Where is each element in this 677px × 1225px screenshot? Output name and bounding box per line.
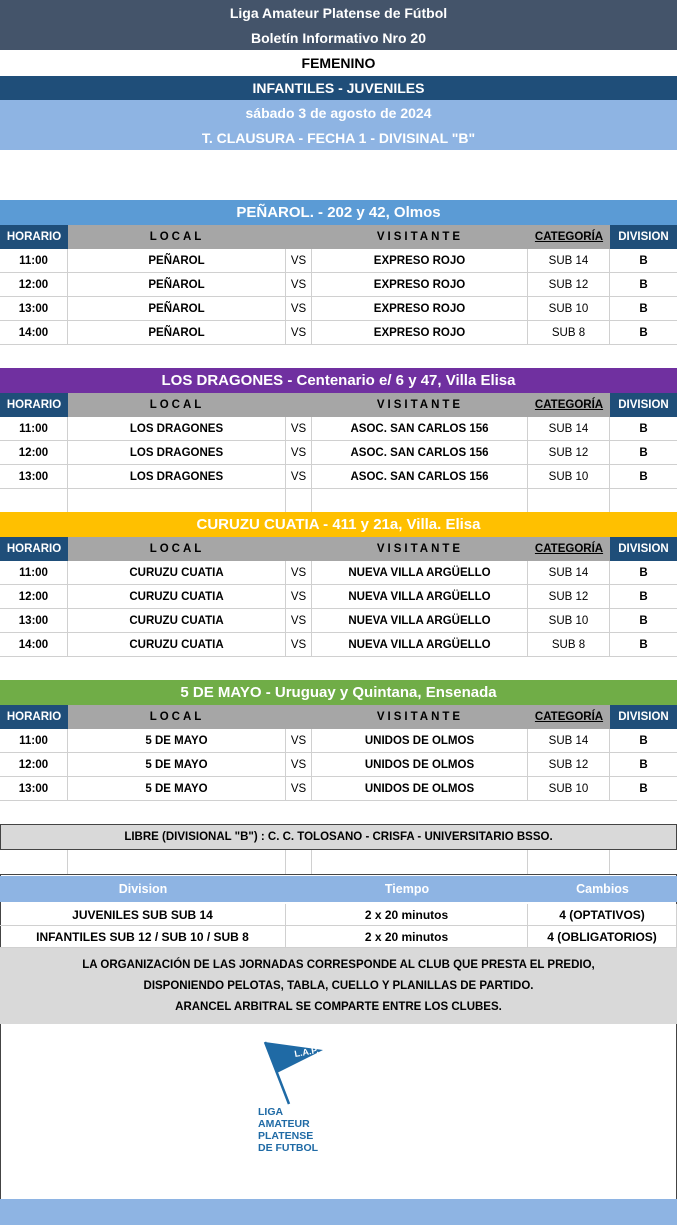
match-vs: VS	[286, 321, 312, 345]
col-division-header: DIVISION	[610, 705, 677, 729]
match-visitor: EXPRESO ROJO	[312, 249, 528, 273]
rules-header-time: Tiempo	[384, 882, 430, 896]
match-category: SUB 14	[528, 249, 610, 273]
spacer-cell	[312, 489, 528, 513]
logo-line: AMATEUR	[258, 1118, 310, 1130]
col-time-header: HORARIO	[0, 537, 68, 561]
match-local: 5 DE MAYO	[68, 729, 286, 753]
match-vs: VS	[286, 441, 312, 465]
match-category: SUB 14	[528, 417, 610, 441]
match-row	[0, 297, 677, 321]
spacer-cell	[68, 489, 286, 513]
match-time: 11:00	[0, 249, 68, 273]
rules-header	[0, 876, 677, 902]
match-local: CURUZU CUATIA	[68, 561, 286, 585]
match-local: CURUZU CUATIA	[68, 585, 286, 609]
match-local: LOS DRAGONES	[68, 441, 286, 465]
rules-changes: 4 (OPTATIVOS)	[528, 904, 677, 926]
col-time-header: HORARIO	[0, 705, 68, 729]
match-row	[0, 249, 677, 273]
match-visitor: ASOC. SAN CARLOS 156	[312, 417, 528, 441]
match-row	[0, 729, 677, 753]
match-category: SUB 12	[528, 585, 610, 609]
match-category: SUB 12	[528, 273, 610, 297]
match-local: CURUZU CUATIA	[68, 633, 286, 657]
match-row	[0, 777, 677, 801]
category-title: FEMENINO	[0, 50, 677, 76]
table-header	[0, 537, 677, 561]
match-visitor: EXPRESO ROJO	[312, 273, 528, 297]
match-category: SUB 8	[528, 321, 610, 345]
match-time: 12:00	[0, 585, 68, 609]
col-visitor-header: VISITANTE	[312, 393, 528, 417]
rules-row	[0, 926, 677, 948]
rules-time: 2 x 20 minutos	[286, 926, 528, 948]
match-time: 12:00	[0, 753, 68, 777]
match-division: B	[610, 465, 677, 489]
spacer-cell	[0, 489, 68, 513]
match-division: B	[610, 441, 677, 465]
match-visitor: UNIDOS DE OLMOS	[312, 753, 528, 777]
match-row	[0, 465, 677, 489]
col-local-header: LOCAL	[68, 537, 286, 561]
match-division: B	[610, 273, 677, 297]
match-category: SUB 10	[528, 297, 610, 321]
match-local: PEÑAROL	[68, 321, 286, 345]
rules-division: INFANTILES SUB 12 / SUB 10 / SUB 8	[0, 926, 286, 948]
match-division: B	[610, 777, 677, 801]
match-row	[0, 561, 677, 585]
match-visitor: NUEVA VILLA ARGÜELLO	[312, 633, 528, 657]
notice-line: ARANCEL ARBITRAL SE COMPARTE ENTRE LOS CLUBES.	[175, 1000, 502, 1013]
col-time-header: HORARIO	[0, 393, 68, 417]
notice-line: DISPONIENDO PELOTAS, TABLA, CUELLO Y PLANILLAS DE PARTIDO.	[143, 979, 534, 992]
table-header	[0, 225, 677, 249]
match-vs: VS	[286, 297, 312, 321]
rules-changes: 4 (OBLIGATORIOS)	[528, 926, 677, 948]
match-local: PEÑAROL	[68, 249, 286, 273]
spacer-cell	[286, 489, 312, 513]
logo-text	[258, 1106, 318, 1154]
table-header	[0, 705, 677, 729]
match-division: B	[610, 633, 677, 657]
match-time: 14:00	[0, 321, 68, 345]
match-vs: VS	[286, 753, 312, 777]
match-time: 11:00	[0, 561, 68, 585]
table-header	[0, 393, 677, 417]
match-time: 14:00	[0, 633, 68, 657]
match-visitor: EXPRESO ROJO	[312, 297, 528, 321]
spacer-row	[0, 850, 677, 874]
match-visitor: ASOC. SAN CARLOS 156	[312, 441, 528, 465]
notice-line: LA ORGANIZACIÓN DE LAS JORNADAS CORRESPONDE AL CLUB QUE PRESTA EL PREDIO,	[82, 958, 595, 971]
col-vs-header	[286, 705, 312, 729]
match-time: 13:00	[0, 777, 68, 801]
match-division: B	[610, 249, 677, 273]
match-local: 5 DE MAYO	[68, 777, 286, 801]
col-local-header: LOCAL	[68, 393, 286, 417]
match-local: CURUZU CUATIA	[68, 609, 286, 633]
col-category-header: CATEGORÍA	[528, 537, 610, 561]
match-row	[0, 609, 677, 633]
match-vs: VS	[286, 729, 312, 753]
rules-time: 2 x 20 minutos	[286, 904, 528, 926]
match-vs: VS	[286, 609, 312, 633]
match-time: 11:00	[0, 729, 68, 753]
match-category: SUB 12	[528, 753, 610, 777]
match-division: B	[610, 297, 677, 321]
libre-notice: LIBRE (DIVISIONAL "B") : C. C. TOLOSANO - CRISFA - UNIVERSITARIO BSSO.	[0, 824, 677, 850]
match-row	[0, 441, 677, 465]
match-category: SUB 14	[528, 729, 610, 753]
col-local-header: LOCAL	[68, 225, 286, 249]
match-category: SUB 14	[528, 561, 610, 585]
col-vs-header	[286, 537, 312, 561]
tournament-title: T. CLAUSURA - FECHA 1 - DIVISINAL "B"	[0, 126, 677, 150]
spacer-cell	[528, 489, 610, 513]
date-title: sábado 3 de agosto de 2024	[0, 100, 677, 126]
match-time: 11:00	[0, 417, 68, 441]
col-visitor-header: VISITANTE	[312, 537, 528, 561]
match-row	[0, 585, 677, 609]
col-time-header: HORARIO	[0, 225, 68, 249]
col-category-header: CATEGORÍA	[528, 225, 610, 249]
col-local-header: LOCAL	[68, 705, 286, 729]
match-row	[0, 417, 677, 441]
match-time: 12:00	[0, 441, 68, 465]
match-vs: VS	[286, 777, 312, 801]
col-visitor-header: VISITANTE	[312, 705, 528, 729]
col-division-header: DIVISION	[610, 225, 677, 249]
match-local: LOS DRAGONES	[68, 465, 286, 489]
match-division: B	[610, 561, 677, 585]
match-category: SUB 10	[528, 465, 610, 489]
division-title: INFANTILES - JUVENILES	[0, 76, 677, 100]
match-visitor: NUEVA VILLA ARGÜELLO	[312, 609, 528, 633]
col-vs-header	[286, 393, 312, 417]
logo-line: PLATENSE	[258, 1130, 314, 1142]
match-vs: VS	[286, 417, 312, 441]
match-division: B	[610, 321, 677, 345]
match-time: 13:00	[0, 297, 68, 321]
match-visitor: ASOC. SAN CARLOS 156	[312, 465, 528, 489]
match-visitor: UNIDOS DE OLMOS	[312, 777, 528, 801]
col-division-header: DIVISION	[610, 537, 677, 561]
match-local: PEÑAROL	[68, 273, 286, 297]
match-time: 12:00	[0, 273, 68, 297]
venue-title: 5 DE MAYO - Uruguay y Quintana, Ensenada	[0, 680, 677, 705]
spacer-cell	[610, 489, 677, 513]
organization-notice	[0, 948, 677, 1024]
logo-line: DE FUTBOL	[258, 1142, 319, 1154]
match-visitor: EXPRESO ROJO	[312, 321, 528, 345]
match-division: B	[610, 753, 677, 777]
col-category-header: CATEGORÍA	[528, 393, 610, 417]
rules-header-division: Division	[118, 882, 168, 896]
match-time: 13:00	[0, 465, 68, 489]
venue-title: CURUZU CUATIA - 411 y 21a, Villa. Elisa	[0, 512, 677, 537]
match-division: B	[610, 585, 677, 609]
match-vs: VS	[286, 585, 312, 609]
match-vs: VS	[286, 273, 312, 297]
rules-division: JUVENILES SUB SUB 14	[0, 904, 286, 926]
venue-title: PEÑAROL. - 202 y 42, Olmos	[0, 200, 677, 225]
match-visitor: NUEVA VILLA ARGÜELLO	[312, 561, 528, 585]
match-division: B	[610, 609, 677, 633]
match-local: 5 DE MAYO	[68, 753, 286, 777]
match-vs: VS	[286, 465, 312, 489]
league-title: Liga Amateur Platense de Fútbol	[0, 0, 677, 25]
match-category: SUB 10	[528, 777, 610, 801]
spacer-row	[0, 489, 677, 513]
match-visitor: UNIDOS DE OLMOS	[312, 729, 528, 753]
col-division-header: DIVISION	[610, 393, 677, 417]
match-visitor: NUEVA VILLA ARGÜELLO	[312, 585, 528, 609]
match-local: LOS DRAGONES	[68, 417, 286, 441]
match-category: SUB 10	[528, 609, 610, 633]
rules-header-changes: Cambios	[576, 882, 629, 896]
bulletin-title: Boletín Informativo Nro 20	[0, 25, 677, 50]
flag-text: L.A.P.	[293, 1044, 320, 1059]
logo-line: LIGA	[258, 1106, 284, 1118]
match-row	[0, 321, 677, 345]
venue-title: LOS DRAGONES - Centenario e/ 6 y 47, Villa Elisa	[0, 368, 677, 393]
match-local: PEÑAROL	[68, 297, 286, 321]
match-row	[0, 633, 677, 657]
match-vs: VS	[286, 249, 312, 273]
match-vs: VS	[286, 561, 312, 585]
match-row	[0, 753, 677, 777]
match-vs: VS	[286, 633, 312, 657]
match-category: SUB 12	[528, 441, 610, 465]
match-time: 13:00	[0, 609, 68, 633]
match-category: SUB 8	[528, 633, 610, 657]
match-division: B	[610, 729, 677, 753]
footer-bar	[0, 1199, 677, 1225]
col-vs-header	[286, 225, 312, 249]
col-category-header: CATEGORÍA	[528, 705, 610, 729]
col-visitor-header: VISITANTE	[312, 225, 528, 249]
rules-row	[0, 904, 677, 926]
match-row	[0, 273, 677, 297]
match-division: B	[610, 417, 677, 441]
